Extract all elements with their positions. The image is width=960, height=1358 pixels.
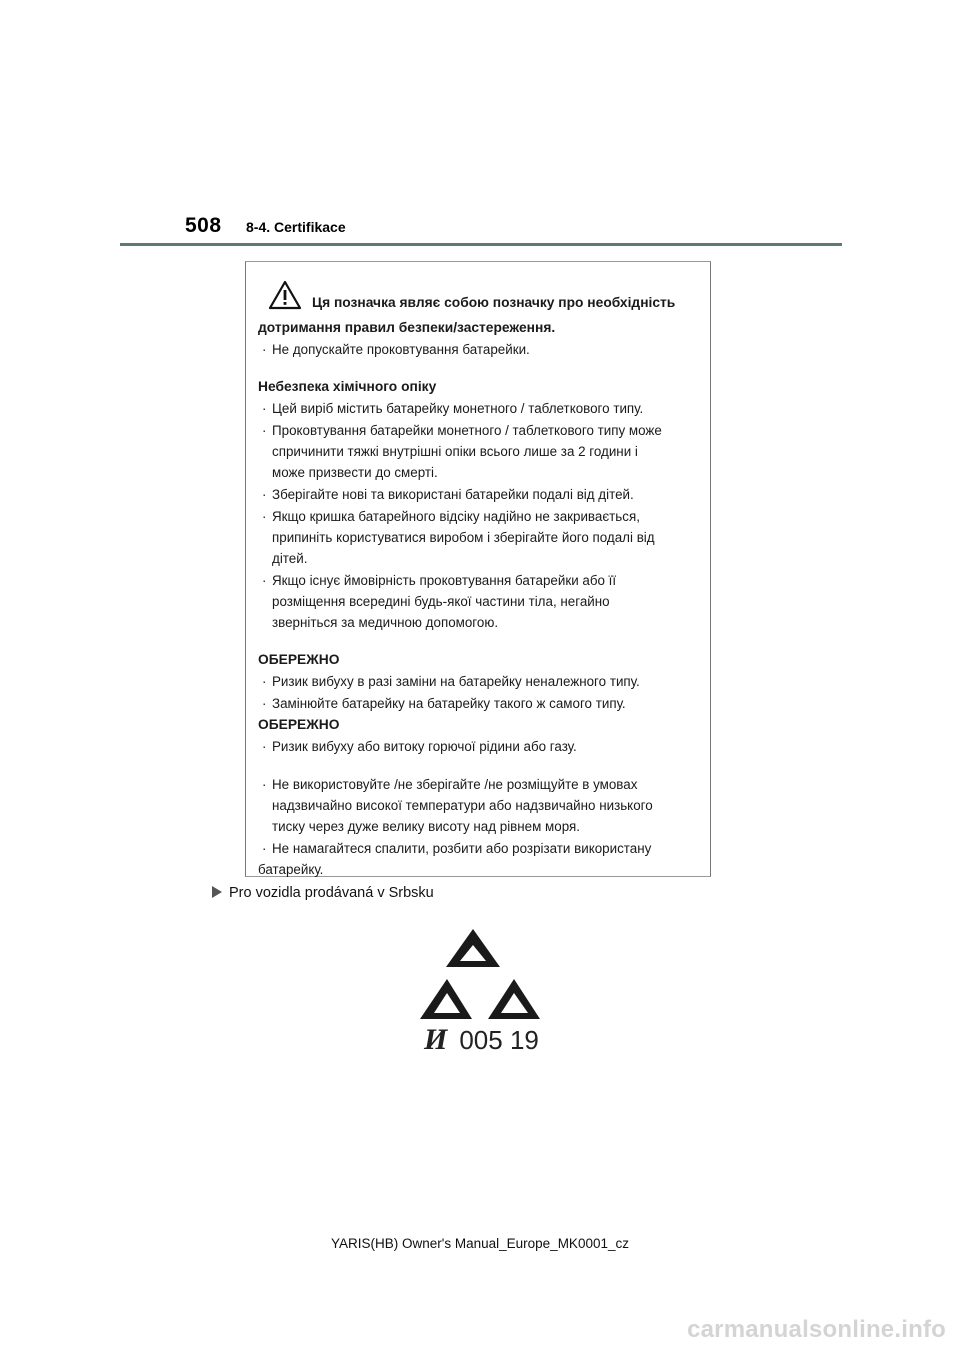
misc-bullet-2-cont-1: батарейку.	[258, 862, 324, 877]
chem-bullet-3: · Зберігайте нові та використані батарейки подалі від дітей.	[262, 487, 634, 502]
caption-serbia	[212, 885, 434, 901]
warning-line-1: Ця позначка являє собою позначку про необхідність	[312, 295, 676, 310]
caution-title-2: ОБЕРЕЖНО	[258, 717, 340, 732]
misc-bullet-1-cont-2: тиску через дуже велику висоту над рівнем моря.	[272, 819, 580, 834]
chem-bullet-4-cont-1: припиніть користуватися виробом і зберігайте його подалі від	[272, 530, 655, 545]
warning-line-2: дотримання правил безпеки/застереження.	[258, 320, 556, 335]
page-number: 508	[185, 214, 222, 237]
caution2-bullet-1: · Ризик вибуху або витоку горючої рідини або газу.	[262, 739, 577, 754]
chem-bullet-2-cont-1: спричинити тяжкі внутрішні опіки всього лише за 2 години і	[272, 444, 638, 459]
warning-triangle-icon	[268, 280, 302, 310]
chemical-burn-title: Небезпека хімічного опіку	[258, 379, 437, 394]
chem-bullet-5: · Якщо існує ймовірність проковтування батарейки або її	[262, 573, 617, 588]
chem-bullet-1: · Цей виріб містить батарейку монетного / таблеткового типу.	[262, 401, 644, 416]
page-footer: YARIS(HB) Owner's Manual_Europe_MK0001_cz	[331, 1236, 629, 1251]
label-content	[258, 292, 704, 880]
chem-bullet-4-cont-2: дітей.	[272, 551, 308, 566]
cert-number: 005 19	[459, 1025, 539, 1055]
cert-letter: И	[424, 1023, 448, 1056]
chem-bullet-2: · Проковтування батарейки монетного / таблеткового типу може	[262, 423, 662, 438]
cert-code	[424, 1023, 539, 1057]
chem-bullet-2-cont-2: може призвести до смерті.	[272, 465, 438, 480]
warning-heading	[258, 292, 704, 338]
chem-bullet-5-cont-2: зверніться за медичною допомогою.	[272, 615, 499, 630]
caution-title-1: ОБЕРЕЖНО	[258, 652, 340, 667]
chem-bullet-4: · Якщо кришка батарейного відсіку надійно не закривається,	[262, 509, 640, 524]
watermark: carmanualsonline.info	[687, 1316, 946, 1343]
misc-bullet-1-cont-1: надзвичайно високої температури або надзвичайно низького	[272, 798, 653, 813]
caution1-bullet-2: · Замінюйте батарейку на батарейку такого ж самого типу.	[262, 696, 626, 711]
misc-bullet-2: · Не намагайтеся спалити, розбити або розрізати використану	[262, 841, 652, 856]
battery-warning-label	[245, 261, 711, 877]
chem-bullet-5-cont-1: розміщення всередині будь-якої частини тіла, негайно	[272, 594, 610, 609]
bullet-swallow: · Не допускайте проковтування батарейки.	[262, 342, 530, 357]
caution1-bullet-1: · Ризик вибуху в разі заміни на батарейку неналежного типу.	[262, 674, 640, 689]
triangle-right-icon	[212, 886, 222, 898]
page-header	[0, 0, 960, 250]
misc-bullet-1: · Не використовуйте /не зберігайте /не розміщуйте в умовах	[262, 777, 638, 792]
section-title: 8-4. Certifikace	[246, 219, 346, 235]
header-rule	[120, 243, 842, 246]
caption-text: Pro vozidla prodávaná v Srbsku	[229, 885, 434, 901]
